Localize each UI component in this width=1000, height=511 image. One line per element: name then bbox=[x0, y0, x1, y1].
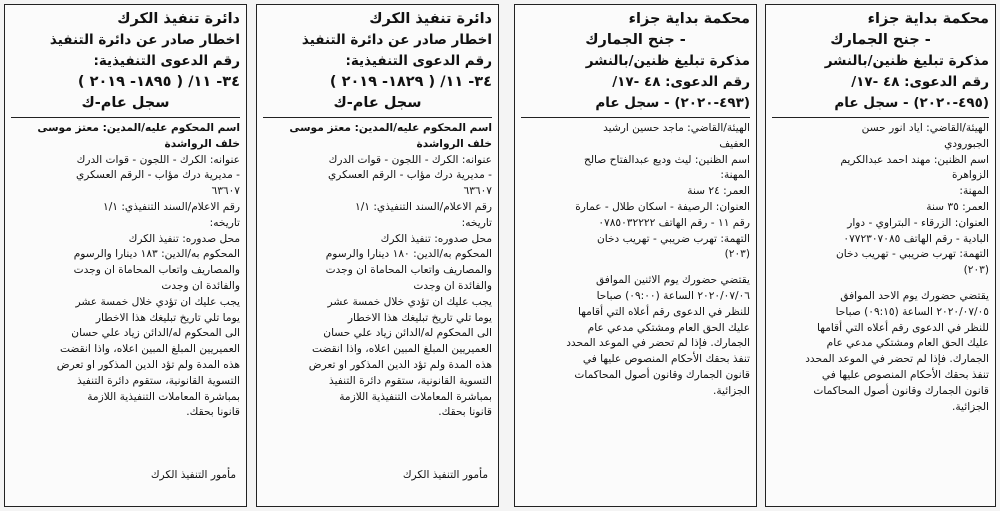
body-line: ٦٣٦٠٧ bbox=[211, 185, 240, 198]
body-line: يوما تلي تاريخ تبليغك هذا الاخطار bbox=[347, 311, 492, 324]
body-line: هذه المدة ولم تؤد الدين المذكور او تعرض bbox=[56, 358, 240, 371]
registry-label: سجل عام-ك bbox=[81, 95, 170, 111]
body-line: (٢٠٣) bbox=[724, 248, 750, 261]
body-line: العمر: ٣٥ سنة bbox=[926, 200, 989, 213]
body-line: هذه المدة ولم تؤد الدين المذكور او تعرض bbox=[308, 358, 492, 371]
body-line: محل صدوره: تنفيذ الكرك bbox=[128, 232, 240, 245]
body-line: العمر: ٢٤ سنة bbox=[687, 185, 750, 198]
signature: مأمور التنفيذ الكرك bbox=[150, 469, 236, 482]
notice-header-line: اخطار صادر عن دائرة التنفيذ bbox=[49, 32, 240, 48]
body-line: العميريين المبلغ المبين اعلاه، واذا انقضت bbox=[311, 343, 492, 356]
body-line: والمصاريف واتعاب المحاماة ان وجدت bbox=[73, 264, 240, 277]
divider bbox=[772, 117, 989, 118]
body-line: الجمارك. فإذا لم تحضر في الموعد المحدد bbox=[805, 353, 989, 366]
notice-header-line: - جنح الجمارك bbox=[585, 32, 686, 48]
body-line: عنوانه: الكرك - اللجون - قوات الدرك bbox=[76, 153, 240, 166]
body-line: الهيئة/القاضي: اياد انور حسن bbox=[861, 122, 989, 134]
body-line: المحكوم به/الدين: ١٨٣ دينارا والرسوم bbox=[73, 248, 240, 261]
body-line: العفيف bbox=[719, 137, 750, 150]
notice-header-line: مذكرة تبليغ ظنين/بالنشر bbox=[824, 53, 989, 69]
divider bbox=[521, 117, 750, 118]
case-number: رقم الدعوى: ٤٨ -١٧/ bbox=[851, 74, 989, 90]
body-line: محل صدوره: تنفيذ الكرك bbox=[380, 232, 492, 245]
signature: مأمور التنفيذ الكرك bbox=[402, 469, 488, 482]
registry-label: سجل عام-ك bbox=[333, 95, 422, 111]
body-line: ٢٠٢٠/٠٧/٠٦ الساعة (٠٩:٠٠) صباحا bbox=[596, 289, 750, 302]
body-line: تنفذ بحقك الأحكام المنصوص عليها في bbox=[821, 368, 989, 381]
body-line: اسم الظنين: ليث وديع عبدالفتاح صالح bbox=[583, 153, 750, 166]
notice-body bbox=[263, 121, 492, 421]
body-line: يوما تلي تاريخ تبليغك هذا الاخطار bbox=[95, 311, 240, 324]
notice-body bbox=[521, 121, 750, 400]
divider bbox=[263, 117, 492, 118]
body-line: الهيئة/القاضي: ماجد حسين ارشيد bbox=[603, 122, 750, 134]
body-line: والمصاريف واتعاب المحاماة ان وجدت bbox=[325, 264, 492, 277]
body-line: البادية - رقم الهاتف ٠٧٧٢٣٠٧٠٨٥ bbox=[843, 232, 989, 245]
body-line: الجمارك. فإذا لم تحضر في الموعد المحدد bbox=[566, 337, 750, 350]
notice-header-line: دائرة تنفيذ الكرك bbox=[117, 11, 240, 27]
notice-header-line: محكمة بداية جزاء bbox=[628, 11, 750, 27]
body-line: خلف الرواشدة bbox=[416, 137, 492, 150]
body-line: خلف الرواشدة bbox=[164, 137, 240, 150]
case-number: رقم الدعوى: ٤٨ -١٧/ bbox=[612, 74, 750, 90]
body-line: للنظر في الدعوى رقم أعلاه التي أقامها bbox=[817, 321, 989, 334]
notice-body bbox=[11, 121, 240, 421]
body-line: العنوان: الزرقاء - البتراوي - دوار bbox=[847, 216, 989, 229]
body-line: العميريين المبلغ المبين اعلاه، واذا انقضت bbox=[59, 343, 240, 356]
body-line: - مديرية درك مؤاب - الرقم العسكري bbox=[328, 169, 492, 182]
case-number: ٣٤- ١١/ ( ١٨٩٥- ٢٠١٩ ) bbox=[77, 74, 240, 90]
body-line: ٦٣٦٠٧ bbox=[463, 185, 492, 198]
body-line: رقم ١١ - رقم الهاتف ٠٧٨٥٠٣٢٢٢٢ bbox=[598, 216, 750, 229]
body-line: للنظر في الدعوى رقم أعلاه التي أقامها bbox=[578, 305, 750, 318]
notice-header-line: رقم الدعوى التنفيذية: bbox=[93, 53, 240, 69]
body-line: الجبورودي bbox=[944, 137, 989, 150]
body-line: الى المحكوم له/الدائن زياد علي حسان bbox=[323, 327, 492, 340]
body-line: الزواهرة bbox=[951, 169, 989, 182]
notice-header-line: - جنح الجمارك bbox=[830, 32, 931, 48]
body-line: تنفذ بحقك الأحكام المنصوص عليها في bbox=[582, 353, 750, 366]
body-line: قانونا بحقك. bbox=[186, 406, 240, 419]
body-line: التسوية القانونية، ستقوم دائرة التنفيذ bbox=[77, 374, 240, 387]
body-line: يقتضي حضورك يوم الاثنين الموافق bbox=[595, 274, 750, 287]
case-number: ٣٤- ١١/ ( ١٨٢٩- ٢٠١٩ ) bbox=[329, 74, 492, 90]
notice-body bbox=[772, 121, 989, 415]
body-line: والفائدة ان وجدت bbox=[413, 279, 492, 292]
notice-header-line: دائرة تنفيذ الكرك bbox=[369, 11, 492, 27]
body-line: عليك الحق العام ومشتكي مدعي عام bbox=[587, 321, 750, 334]
registry-label: (٤٩٣-٢٠٢٠) - سجل عام bbox=[595, 95, 750, 111]
body-line: عنوانه: الكرك - اللجون - قوات الدرك bbox=[328, 153, 492, 166]
body-line: الى المحكوم له/الدائن زياد علي حسان bbox=[71, 327, 240, 340]
notice-column-1 bbox=[4, 4, 247, 507]
body-line: ٢٠٢٠/٠٧/٠٥ الساعة (٠٩:١٥) صباحا bbox=[835, 305, 989, 318]
body-line: يجب عليك ان تؤدي خلال خمسة عشر bbox=[327, 295, 492, 308]
body-line: اسم الظنين: مهند احمد عبدالكريم bbox=[840, 153, 989, 166]
notice-header-line: اخطار صادر عن دائرة التنفيذ bbox=[301, 32, 492, 48]
body-line: بمباشرة المعاملات التنفيذية اللازمة bbox=[339, 390, 492, 403]
body-line: (٢٠٣) bbox=[963, 264, 989, 277]
notice-header-line: مذكرة تبليغ ظنين/بالنشر bbox=[585, 53, 750, 69]
body-line: قانون الجمارك وقانون أصول المحاكمات bbox=[813, 384, 989, 397]
registry-label: (٤٩٥-٢٠٢٠) - سجل عام bbox=[834, 95, 989, 111]
notice-column-3 bbox=[514, 4, 757, 507]
body-line: المحكوم به/الدين: ١٨٠ دينارا والرسوم bbox=[325, 248, 492, 261]
body-line: التسوية القانونية، ستقوم دائرة التنفيذ bbox=[329, 374, 492, 387]
body-line: اسم المحكوم عليه/المدين: معتز موسى bbox=[37, 122, 240, 134]
body-line: العنوان: الرصيفة - اسكان طلال - عمارة bbox=[575, 200, 750, 213]
body-line: التهمة: تهرب ضريبي - تهريب دخان bbox=[835, 248, 989, 261]
body-line: المهنة: bbox=[720, 169, 750, 182]
body-line: تاريخه: bbox=[209, 216, 240, 229]
body-line: يجب عليك ان تؤدي خلال خمسة عشر bbox=[75, 295, 240, 308]
notice-header-line: محكمة بداية جزاء bbox=[867, 11, 989, 27]
body-line: الجزائية. bbox=[713, 384, 750, 397]
body-line: تاريخه: bbox=[461, 216, 492, 229]
body-line: بمباشرة المعاملات التنفيذية اللازمة bbox=[87, 390, 240, 403]
body-line: رقم الاعلام/السند التنفيذي: ١/١ bbox=[103, 200, 240, 213]
body-line: يقتضي حضورك يوم الاحد الموافق bbox=[840, 289, 989, 302]
body-line: الجزائية. bbox=[952, 400, 989, 413]
body-line: عليك الحق العام ومشتكي مدعي عام bbox=[826, 337, 989, 350]
body-line: قانون الجمارك وقانون أصول المحاكمات bbox=[574, 368, 750, 381]
divider bbox=[11, 117, 240, 118]
notice-column-2 bbox=[256, 4, 499, 507]
body-line: رقم الاعلام/السند التنفيذي: ١/١ bbox=[355, 200, 492, 213]
body-line: اسم المحكوم عليه/المدين: معتز موسى bbox=[289, 122, 492, 134]
body-line: قانونا بحقك. bbox=[438, 406, 492, 419]
body-line: والفائدة ان وجدت bbox=[161, 279, 240, 292]
body-line: التهمة: تهرب ضريبي - تهريب دخان bbox=[596, 232, 750, 245]
body-line: - مديرية درك مؤاب - الرقم العسكري bbox=[76, 169, 240, 182]
notice-header-line: رقم الدعوى التنفيذية: bbox=[345, 53, 492, 69]
body-line: المهنة: bbox=[959, 185, 989, 198]
notice-column-4 bbox=[765, 4, 996, 507]
